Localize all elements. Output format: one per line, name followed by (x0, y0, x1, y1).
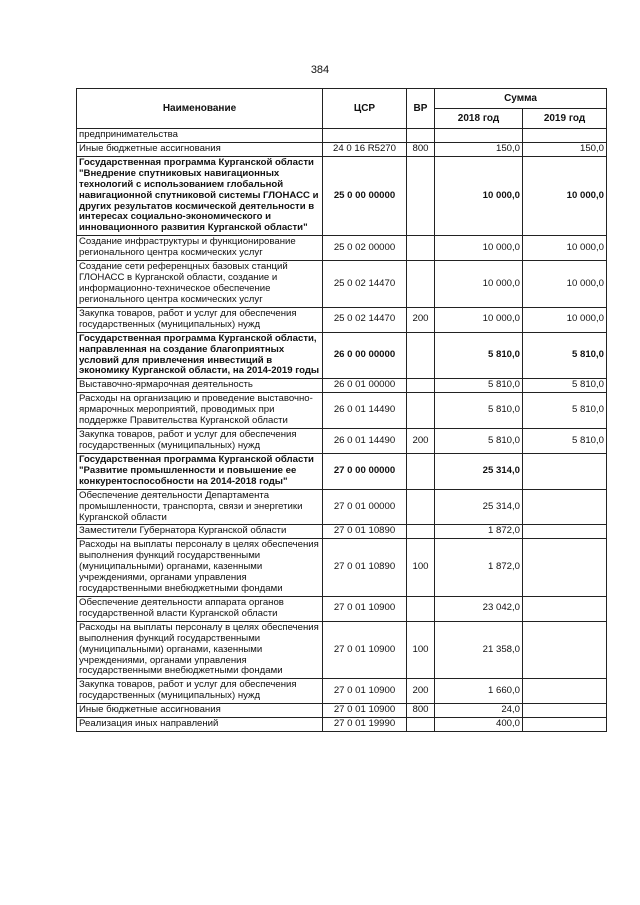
table-row (77, 453, 607, 489)
table-row (77, 393, 607, 429)
row-sum-2018: 150,0 (435, 142, 523, 156)
row-vr (407, 596, 435, 621)
row-csr: 27 0 01 10900 (323, 596, 407, 621)
row-name: Заместители Губернатора Курганской области (77, 525, 323, 539)
table-row (77, 236, 607, 261)
row-csr: 27 0 01 10900 (323, 704, 407, 718)
row-csr: 27 0 01 10890 (323, 525, 407, 539)
header-sum: Сумма (435, 89, 607, 109)
row-sum-2019 (523, 489, 607, 525)
table-row (77, 679, 607, 704)
row-vr: 800 (407, 704, 435, 718)
row-name: Создание инфраструктуры и функционирование регионального центра космических услуг (77, 236, 323, 261)
row-vr: 200 (407, 307, 435, 332)
header-year-2018: 2018 год (435, 109, 523, 129)
row-sum-2019: 10 000,0 (523, 156, 607, 235)
row-vr: 200 (407, 429, 435, 454)
row-csr: 25 0 02 00000 (323, 236, 407, 261)
row-csr: 25 0 00 00000 (323, 156, 407, 235)
table-row (77, 525, 607, 539)
row-sum-2019 (523, 596, 607, 621)
table-header (77, 89, 607, 129)
row-vr: 800 (407, 142, 435, 156)
header-csr: ЦСР (323, 89, 407, 129)
row-name: Закупка товаров, работ и услуг для обеспечения государственных (муниципальных) нужд (77, 429, 323, 454)
row-name: Расходы на выплаты персоналу в целях обеспечения выполнения функций государственными (муниципальными) органами, казенными учреждениями, органами управления государственными внебюджетными фондами (77, 539, 323, 597)
row-sum-2019: 10 000,0 (523, 261, 607, 308)
row-csr: 24 0 16 R5270 (323, 142, 407, 156)
row-vr (407, 718, 435, 732)
row-sum-2018: 10 000,0 (435, 156, 523, 235)
table-row (77, 596, 607, 621)
table-row (77, 539, 607, 597)
budget-table (76, 88, 607, 732)
row-csr: 27 0 01 10900 (323, 621, 407, 679)
row-vr (407, 379, 435, 393)
row-csr (323, 129, 407, 143)
row-sum-2018: 25 314,0 (435, 453, 523, 489)
row-sum-2018: 21 358,0 (435, 621, 523, 679)
row-name: Иные бюджетные ассигнования (77, 142, 323, 156)
row-vr (407, 236, 435, 261)
table-row (77, 379, 607, 393)
row-csr: 27 0 00 00000 (323, 453, 407, 489)
row-csr: 27 0 01 10900 (323, 679, 407, 704)
header-name: Наименование (77, 89, 323, 129)
row-sum-2019: 5 810,0 (523, 429, 607, 454)
table-row (77, 129, 607, 143)
row-sum-2018: 5 810,0 (435, 379, 523, 393)
row-sum-2018: 400,0 (435, 718, 523, 732)
row-sum-2018: 24,0 (435, 704, 523, 718)
row-vr (407, 489, 435, 525)
row-name: Создание сети референцных базовых станций ГЛОНАСС в Курганской области, создание и информационно-техническое обеспечение регионального центра космических услуг (77, 261, 323, 308)
row-name: Государственная программа Курганской области "Внедрение спутниковых навигационных технологий с использованием глобальной навигационной спутниковой системы ГЛОНАСС и других результатов космической деятельности в интересах социально-экономического и инновационного развития Курганской области" (77, 156, 323, 235)
row-csr: 26 0 01 14490 (323, 429, 407, 454)
row-name: Выставочно-ярмарочная деятельность (77, 379, 323, 393)
row-vr: 100 (407, 539, 435, 597)
table-row (77, 621, 607, 679)
row-name: Реализация иных направлений (77, 718, 323, 732)
row-name: Государственная программа Курганской области "Развитие промышленности и повышение ее конкурентоспособности на 2014-2018 годы" (77, 453, 323, 489)
row-sum-2019 (523, 525, 607, 539)
table-row (77, 307, 607, 332)
row-sum-2019 (523, 539, 607, 597)
row-vr (407, 129, 435, 143)
table-row (77, 489, 607, 525)
row-csr: 27 0 01 19990 (323, 718, 407, 732)
row-vr (407, 453, 435, 489)
row-csr: 26 0 01 14490 (323, 393, 407, 429)
row-sum-2019 (523, 718, 607, 732)
row-sum-2018: 10 000,0 (435, 307, 523, 332)
row-sum-2019 (523, 453, 607, 489)
row-sum-2019: 5 810,0 (523, 379, 607, 393)
table-row (77, 704, 607, 718)
row-sum-2018: 10 000,0 (435, 236, 523, 261)
row-vr (407, 525, 435, 539)
row-sum-2018: 5 810,0 (435, 332, 523, 379)
row-csr: 27 0 01 00000 (323, 489, 407, 525)
row-sum-2018: 1 660,0 (435, 679, 523, 704)
row-name: Расходы на выплаты персоналу в целях обеспечения выполнения функций государственными (муниципальными) органами, казенными учреждениями, органами управления государственными внебюджетными фондами (77, 621, 323, 679)
row-sum-2019: 150,0 (523, 142, 607, 156)
table-body (77, 129, 607, 732)
row-csr: 27 0 01 10890 (323, 539, 407, 597)
row-vr: 200 (407, 679, 435, 704)
row-csr: 26 0 00 00000 (323, 332, 407, 379)
table-row (77, 142, 607, 156)
row-sum-2019: 10 000,0 (523, 236, 607, 261)
row-sum-2018: 1 872,0 (435, 525, 523, 539)
row-sum-2019 (523, 679, 607, 704)
row-sum-2018: 25 314,0 (435, 489, 523, 525)
row-sum-2019 (523, 704, 607, 718)
row-name: Расходы на организацию и проведение выставочно-ярмарочных мероприятий, проводимых при поддержке Правительства Курганской области (77, 393, 323, 429)
row-sum-2018: 5 810,0 (435, 429, 523, 454)
header-year-2019: 2019 год (523, 109, 607, 129)
row-vr: 100 (407, 621, 435, 679)
table-row (77, 261, 607, 308)
row-name: Иные бюджетные ассигнования (77, 704, 323, 718)
row-vr (407, 332, 435, 379)
row-name: предпринимательства (77, 129, 323, 143)
header-vr: ВР (407, 89, 435, 129)
table-row (77, 429, 607, 454)
table-row (77, 718, 607, 732)
row-name: Закупка товаров, работ и услуг для обеспечения государственных (муниципальных) нужд (77, 679, 323, 704)
row-name: Государственная программа Курганской области, направленная на создание благоприятных условий для привлечения инвестиций в экономику Курганской области, на 2014-2019 годы (77, 332, 323, 379)
row-vr (407, 393, 435, 429)
row-vr (407, 156, 435, 235)
row-sum-2019 (523, 129, 607, 143)
row-vr (407, 261, 435, 308)
row-sum-2019: 5 810,0 (523, 332, 607, 379)
row-csr: 25 0 02 14470 (323, 307, 407, 332)
table-row (77, 156, 607, 235)
table-row (77, 332, 607, 379)
row-name: Закупка товаров, работ и услуг для обеспечения государственных (муниципальных) нужд (77, 307, 323, 332)
row-sum-2018: 5 810,0 (435, 393, 523, 429)
row-sum-2018: 23 042,0 (435, 596, 523, 621)
row-sum-2019: 10 000,0 (523, 307, 607, 332)
row-sum-2018: 1 872,0 (435, 539, 523, 597)
row-csr: 26 0 01 00000 (323, 379, 407, 393)
row-sum-2019 (523, 621, 607, 679)
row-sum-2018: 10 000,0 (435, 261, 523, 308)
row-name: Обеспечение деятельности Департамента промышленности, транспорта, связи и энергетики Курганской области (77, 489, 323, 525)
row-name: Обеспечение деятельности аппарата органов государственной власти Курганской области (77, 596, 323, 621)
row-sum-2018 (435, 129, 523, 143)
page-number: 384 (310, 64, 330, 76)
row-sum-2019: 5 810,0 (523, 393, 607, 429)
row-csr: 25 0 02 14470 (323, 261, 407, 308)
